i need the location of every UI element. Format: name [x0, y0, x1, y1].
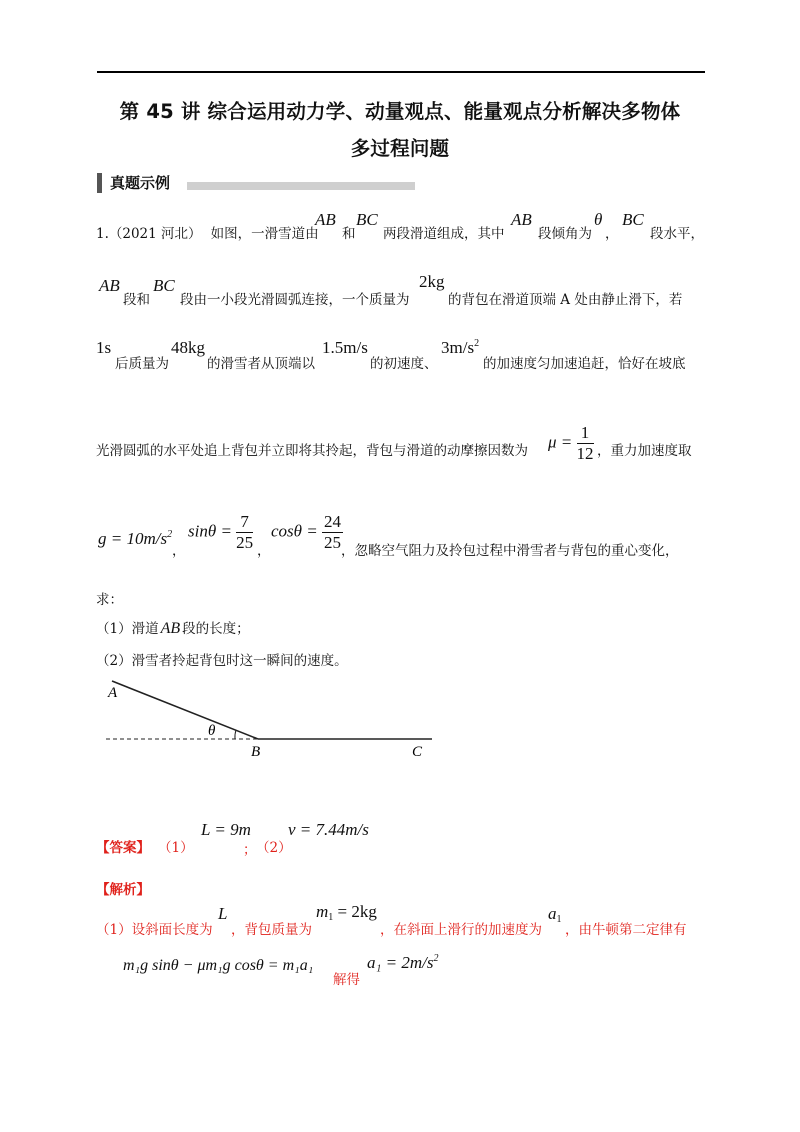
math-mu: μ = $\frac{1}{12}$ — [548, 423, 594, 463]
math-BC: BC — [153, 276, 175, 295]
section-marker — [97, 173, 102, 193]
math-g: $g = 10m/s^2$ — [98, 529, 173, 548]
section-heading: 真题示例 — [110, 174, 171, 192]
analysis-label: 【解析】 — [96, 882, 150, 898]
analysis-m1: $m_1 = 2kg$ — [316, 902, 377, 923]
page-title-line1: 第 45 讲 综合运用动力学、动量观点、能量观点分析解决多物体 — [119, 100, 681, 123]
analysis-a1: $a_1$ — [548, 904, 562, 925]
math-mass-bag: 2kg — [419, 272, 445, 291]
math-sin: sinθ = $\frac{7}{25}$ — [188, 512, 254, 552]
label-B: B — [251, 744, 261, 760]
math-v0: 1.5m/s — [322, 338, 368, 357]
answer-label: 【答案】 — [96, 840, 150, 856]
analysis-L: L — [218, 904, 228, 923]
math-BC: BC — [622, 210, 644, 229]
math-time: 1s — [96, 338, 112, 357]
top-rule — [97, 71, 705, 73]
analysis-a1-result: $a_1 = 2m/s^2$ — [367, 953, 439, 972]
label-theta: θ — [208, 723, 216, 739]
answer-v: v = 7.44m/s — [288, 820, 369, 839]
section-underline — [187, 182, 415, 190]
label-A: A — [108, 685, 118, 701]
problem-number: 1.（2021 河北） — [96, 226, 202, 242]
math-AB: AB — [99, 276, 120, 295]
math-BC: BC — [356, 210, 378, 229]
page-title-line2: 多过程问题 — [350, 137, 450, 160]
math-AB: AB — [511, 210, 532, 229]
math-cos: cosθ = $\frac{24}{25}$ — [271, 512, 341, 552]
angle-arc — [235, 730, 236, 739]
math-mass-skier: 48kg — [171, 338, 205, 357]
newton-equation: m₁g sinθ − μm₁g cosθ = m₁a₁ — [123, 957, 314, 974]
question-1: （1）滑道 AB 段的长度； — [96, 620, 250, 637]
label-C: C — [412, 744, 423, 760]
answer-L: L = 9m — [201, 820, 251, 839]
math-theta: θ — [594, 210, 603, 229]
math-AB: AB — [315, 210, 336, 229]
problem-line-1: 1.（2021 河北） 如图，一滑雪道由 — [96, 226, 319, 242]
slope-diagram — [96, 678, 446, 760]
question-2: （2）滑雪者拎起背包时这一瞬间的速度。 — [96, 653, 348, 669]
math-acc: $3m/s^2$ — [441, 338, 480, 357]
